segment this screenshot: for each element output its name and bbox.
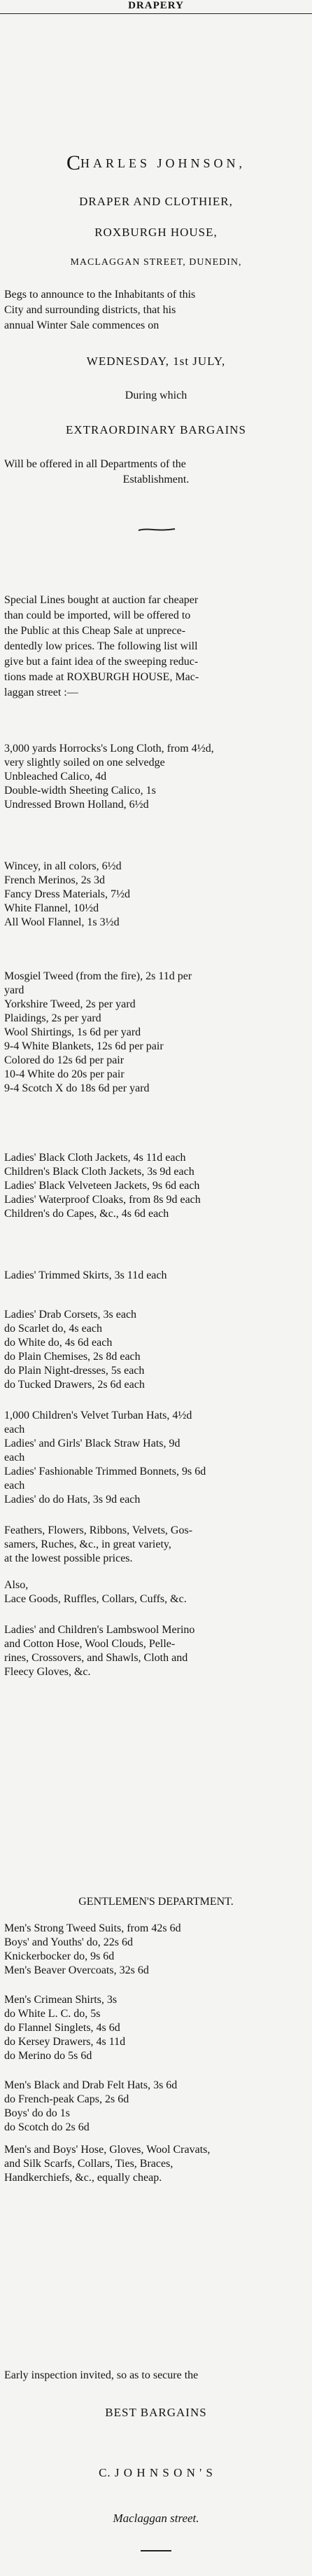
price-list-line: Double-width Sheeting Calico, 1s [4, 785, 156, 797]
price-list-line: Colored do 12s 6d per pair [4, 1054, 125, 1066]
price-list-line: Lace Goods, Ruffles, Collars, Cuffs, &c. [4, 1593, 187, 1605]
price-list-line: each [4, 1452, 25, 1463]
price-list-line: Undressed Brown Holland, 6½d [4, 799, 149, 811]
name-initial: C [66, 151, 80, 174]
name-rest: HARLES JOHNSON, [80, 156, 246, 170]
price-list-line: Ladies' and Girls' Black Straw Hats, 9d [4, 1438, 180, 1449]
gents-list-line: do Merino do 5s 6d [4, 2050, 92, 2062]
signature-name: C. J O H N S O N ' S [99, 2466, 213, 2479]
price-list-line: Children's Black Cloth Jackets, 3s 9d each [4, 1166, 194, 1178]
gents-list-line: do Kersey Drawers, 4s 11d [4, 2036, 126, 2048]
advertiser-name [0, 151, 312, 175]
price-list-line: rines, Crossovers, and Shawls, Cloth and [4, 1652, 188, 1664]
price-list-line: 3,000 yards Horrocks's Long Cloth, from 4½d, [4, 743, 214, 755]
price-list-line: Ladies' Trimmed Skirts, 3s 11d each [4, 1269, 167, 1281]
price-list-line: 1,000 Children's Velvet Turban Hats, 4½d [4, 1410, 192, 1421]
price-list-line: each [4, 1424, 25, 1435]
street-address: MACLAGGAN STREET, DUNEDIN, [70, 257, 242, 268]
price-list-line: 9-4 White Blankets, 12s 6d per pair [4, 1040, 164, 1052]
gents-list-line: Men's Black and Drab Felt Hats, 3s 6d [4, 2079, 178, 2091]
gents-list-line: Men's Beaver Overcoats, 32s 6d [4, 1964, 149, 1976]
price-list-line: samers, Ruches, &c., in great variety, [4, 1538, 171, 1550]
gents-list-line: do French-peak Caps, 2s 6d [4, 2093, 129, 2105]
special-line: Special Lines bought at auction far cheaper [4, 594, 199, 606]
headline-bargains: EXTRAORDINARY BARGAINS [66, 423, 246, 436]
price-list-line: and Cotton Hose, Wool Clouds, Pelle- [4, 1638, 176, 1650]
price-list-line: Ladies' Black Cloth Jackets, 4s 11d each [4, 1152, 186, 1164]
price-list-line: 10-4 White do 20s per pair [4, 1068, 125, 1080]
price-list-line: do White do, 4s 6d each [4, 1337, 113, 1349]
gents-list-line: do White L. C. do, 5s [4, 2008, 101, 2020]
signature-street: Maclaggan street. [113, 2512, 199, 2525]
price-list-line: White Flannel, 10½d [4, 902, 99, 914]
intro-line: annual Winter Sale commences on [4, 319, 159, 331]
gents-list-line: Men's Crimean Shirts, 3s [4, 1994, 118, 2006]
ornament-dash [137, 527, 176, 532]
end-rule [141, 2550, 171, 2551]
house-name: ROXBURGH HOUSE, [94, 226, 218, 239]
price-list-line: Ladies' Waterproof Cloaks, from 8s 9d each [4, 1194, 201, 1206]
price-list-line: each [4, 1480, 25, 1492]
section-header: DRAPERY [128, 0, 184, 11]
gents-heading: GENTLEMEN'S DEPARTMENT. [78, 1896, 234, 1908]
price-list-line: Plaidings, 2s per yard [4, 1012, 101, 1024]
price-list-line: Also, [4, 1579, 29, 1591]
price-list-line: French Merinos, 2s 3d [4, 874, 105, 886]
special-line: tions made at ROXBURGH HOUSE, Mac- [4, 671, 199, 683]
gents-list-line: Men's Strong Tweed Suits, from 42s 6d [4, 1922, 181, 1934]
gents-list-line: and Silk Scarfs, Collars, Ties, Braces, [4, 2158, 173, 2170]
price-list-line: do Scarlet do, 4s each [4, 1323, 102, 1335]
gents-list-line: Boys' and Youths' do, 22s 6d [4, 1936, 134, 1948]
special-line: give but a faint idea of the sweeping reduc- [4, 656, 199, 668]
intro-line: City and surrounding districts, that his [4, 304, 176, 316]
price-list-line: All Wool Flannel, 1s 3½d [4, 916, 120, 928]
price-list-line: Fancy Dress Materials, 7½d [4, 888, 130, 900]
price-list-line: Ladies' Black Velveteen Jackets, 9s 6d each [4, 1180, 200, 1192]
gents-list-line: do Flannel Singlets, 4s 6d [4, 2022, 120, 2034]
gents-list-line: Boys' do do 1s [4, 2107, 71, 2119]
header-rule [0, 13, 312, 14]
price-list-line: 9-4 Scotch X do 18s 6d per yard [4, 1082, 150, 1094]
gents-list-line: Handkerchiefs, &c., equally cheap. [4, 2172, 162, 2184]
price-list-line: Ladies' and Children's Lambswool Merino [4, 1624, 195, 1636]
price-list-line: Mosgiel Tweed (from the fire), 2s 11d per [4, 970, 192, 982]
special-line: laggan street :— [4, 687, 78, 698]
price-list-line: Yorkshire Tweed, 2s per yard [4, 998, 136, 1010]
special-line: the Public at this Cheap Sale at unprece- [4, 625, 186, 637]
during-which: During which [125, 390, 187, 401]
price-list-line: Unbleached Calico, 4d [4, 771, 107, 783]
price-list-line: do Tucked Drawers, 2s 6d each [4, 1379, 145, 1391]
price-list-line: Wool Shirtings, 1s 6d per yard [4, 1026, 141, 1038]
price-list-line: Wincey, in all colors, 6½d [4, 860, 122, 872]
closing-line: Early inspection invited, so as to secure the [4, 2369, 199, 2381]
price-list-line: Ladies' do do Hats, 3s 9d each [4, 1494, 141, 1506]
price-list-line: yard [4, 984, 24, 996]
offer-line: Will be offered in all Departments of the [4, 458, 186, 470]
price-list-line: Feathers, Flowers, Ribbons, Velvets, Gos- [4, 1524, 193, 1536]
price-list-line: Children's do Capes, &c., 4s 6d each [4, 1208, 169, 1220]
sale-date: WEDNESDAY, 1st JULY, [86, 354, 226, 368]
price-list-line: do Plain Night-dresses, 5s each [4, 1365, 145, 1377]
special-line: dentedly low prices. The following list will [4, 640, 198, 652]
gents-list-line: do Scotch do 2s 6d [4, 2121, 90, 2133]
best-bargains: BEST BARGAINS [105, 2406, 207, 2419]
price-list-line: at the lowest possible prices. [4, 1552, 133, 1564]
special-line: than could be imported, will be offered to [4, 609, 191, 621]
price-list-line: Ladies' Fashionable Trimmed Bonnets, 9s 6d [4, 1466, 206, 1478]
gents-list-line: Men's and Boys' Hose, Gloves, Wool Cravats, [4, 2144, 211, 2156]
offer-line: Establishment. [122, 474, 190, 485]
price-list-line: do Plain Chemises, 2s 8d each [4, 1351, 141, 1363]
intro-line: Begs to announce to the Inhabitants of this [4, 289, 196, 301]
price-list-line: Fleecy Gloves, &c. [4, 1666, 91, 1678]
price-list-line: very slightly soiled on one selvedge [4, 757, 165, 769]
price-list-line: Ladies' Drab Corsets, 3s each [4, 1309, 137, 1321]
gents-list-line: Knickerbocker do, 9s 6d [4, 1950, 115, 1962]
trade-line: DRAPER AND CLOTHIER, [79, 195, 233, 208]
